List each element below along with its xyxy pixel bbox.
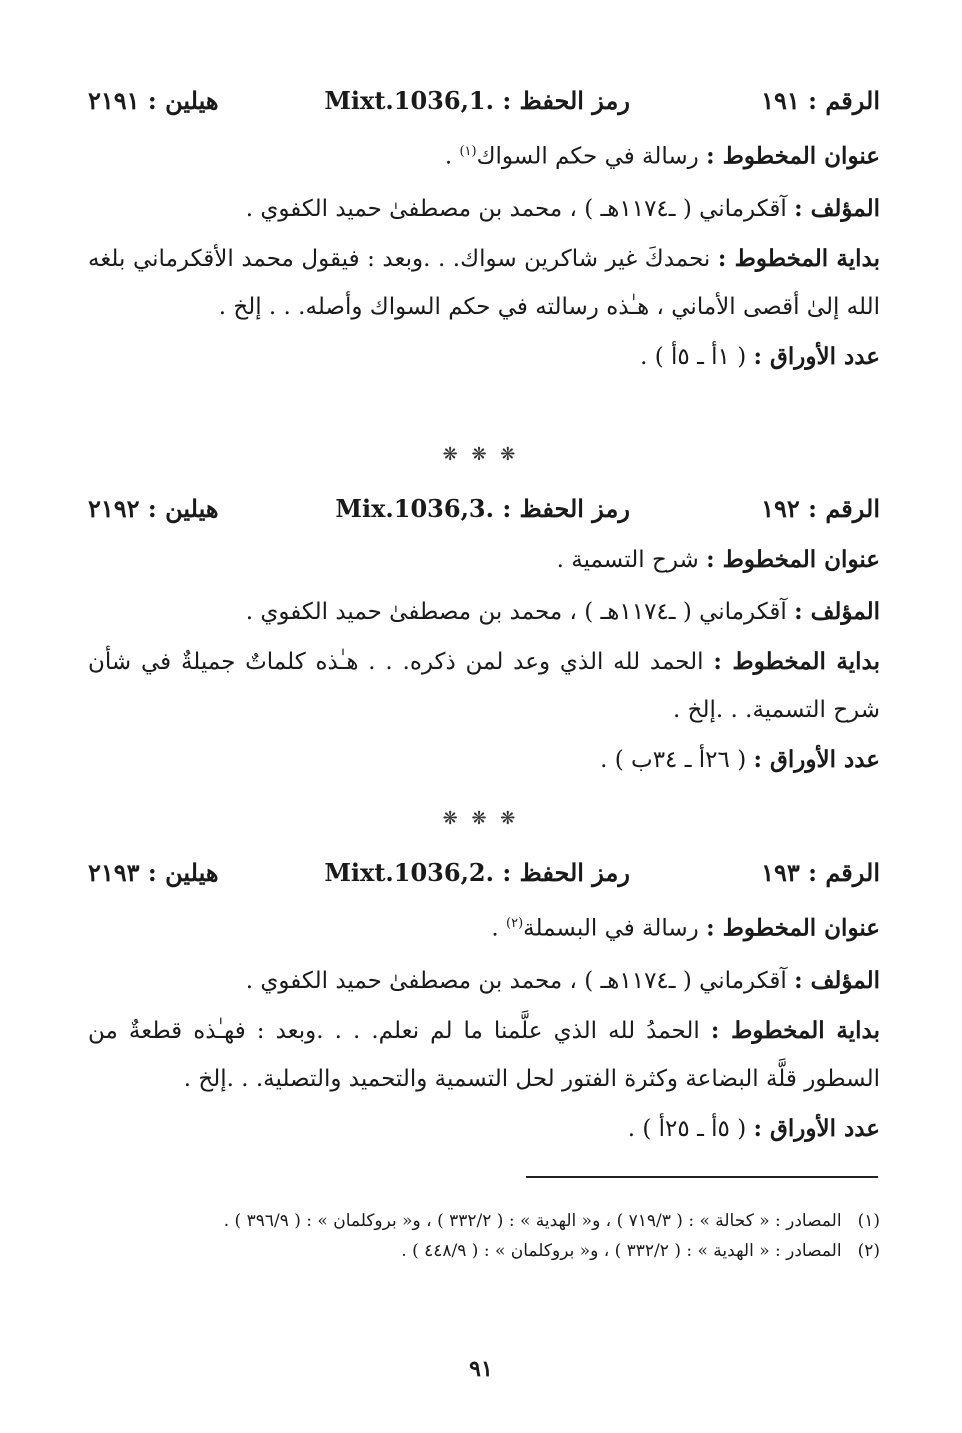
manuscript-beginning: بداية المخطوط : نحمدكَ غير شاكرين سواك. . .وبعد : فيقول محمد الأقكرماني بلغه الله إلىٰ أقصى الأماني ، هـٰذه رسالته في حكم السواك وأصله. . . إلخ . — [88, 244, 880, 320]
footnote-1: (١)المصادر : « كحالة » : ( ٧١٩/٣ ) ، و« الهدية » : ( ٣٣٢/٢ ) ، و« بروكلمان » : ( ٣٩٦/٩ ) . — [223, 1211, 880, 1231]
footnote-ref: (٢) — [506, 916, 524, 931]
manuscript-author: المؤلف : آقكرماني ( ـ١١٧٤هـ ) ، محمد بن مصطفىٰ حميد الكفوي . — [245, 194, 880, 222]
section-separator: ❋ ❋ ❋ — [442, 444, 520, 465]
footnote-rule — [526, 1176, 878, 1178]
manuscript-beginning: بداية المخطوط : الحمد لله الذي وعد لمن ذكره. . . هـٰذه كلماتٌ جميلةٌ في شأن شرح التسمية. . .إلخ . — [88, 648, 880, 723]
shelfmark: رمز الحفظ : Mixt.1036,2. — [324, 858, 630, 887]
helin-number: هيلين : ٢١٩١ — [88, 86, 219, 115]
helin-number: هيلين : ٢١٩٢ — [88, 494, 219, 523]
manuscript-title: عنوان المخطوط : رسالة في البسملة$^{(٢)}$ . — [491, 914, 880, 942]
helin-number: هيلين : ٢١٩٣ — [88, 858, 219, 887]
entry-header — [88, 858, 880, 898]
page-number: ٩١ — [469, 1356, 493, 1382]
catalog-entry-191 — [88, 86, 880, 383]
catalog-entry-192 — [88, 494, 880, 786]
folio-count: عدد الأوراق : ( ١أ ـ ٥أ ) . — [640, 342, 880, 370]
shelfmark: رمز الحفظ : Mixt.1036,1. — [324, 86, 630, 115]
shelfmark: رمز الحفظ : Mix.1036,3. — [335, 494, 630, 523]
manuscript-beginning: بداية المخطوط : الحمدُ لله الذي علَّمنا ما لم نعلم. . . .وبعد : فهـٰذه قطعةٌ من السطور قلَّة البضاعة وكثرة الفتور لحل التسمية والتحميد والتصلية. . .إلخ . — [88, 1016, 880, 1092]
folio-count: عدد الأوراق : ( ٢٦أ ـ ٣٤ب ) . — [600, 746, 880, 773]
section-separator: ❋ ❋ ❋ — [442, 808, 520, 829]
manuscript-title: عنوان المخطوط : شرح التسمية . — [556, 546, 880, 573]
footnote-2: (٢)المصادر : « الهدية » : ( ٣٣٢/٢ ) ، و« بروكلمان » : ( ٤٤٨/٩ ) . — [401, 1241, 880, 1261]
entry-number: الرقم : ١٩٣ — [761, 858, 880, 887]
folio-count: عدد الأوراق : ( ٥أ ـ ٢٥أ ) . — [627, 1114, 880, 1142]
footnote-ref: (١) — [459, 144, 477, 159]
entry-header — [88, 494, 880, 534]
manuscript-title: عنوان المخطوط : رسالة في حكم السواك$^{(١)}$ . — [444, 142, 880, 170]
entry-header — [88, 86, 880, 126]
entry-number: الرقم : ١٩٢ — [761, 494, 880, 523]
catalog-entry-193 — [88, 858, 880, 1155]
footnotes — [88, 1206, 880, 1266]
manuscript-author: المؤلف : آقكرماني ( ـ١١٧٤هـ ) ، محمد بن مصطفىٰ حميد الكفوي . — [245, 598, 880, 625]
manuscript-author: المؤلف : آقكرماني ( ـ١١٧٤هـ ) ، محمد بن مصطفىٰ حميد الكفوي . — [245, 966, 880, 994]
entry-number: الرقم : ١٩١ — [761, 86, 880, 115]
